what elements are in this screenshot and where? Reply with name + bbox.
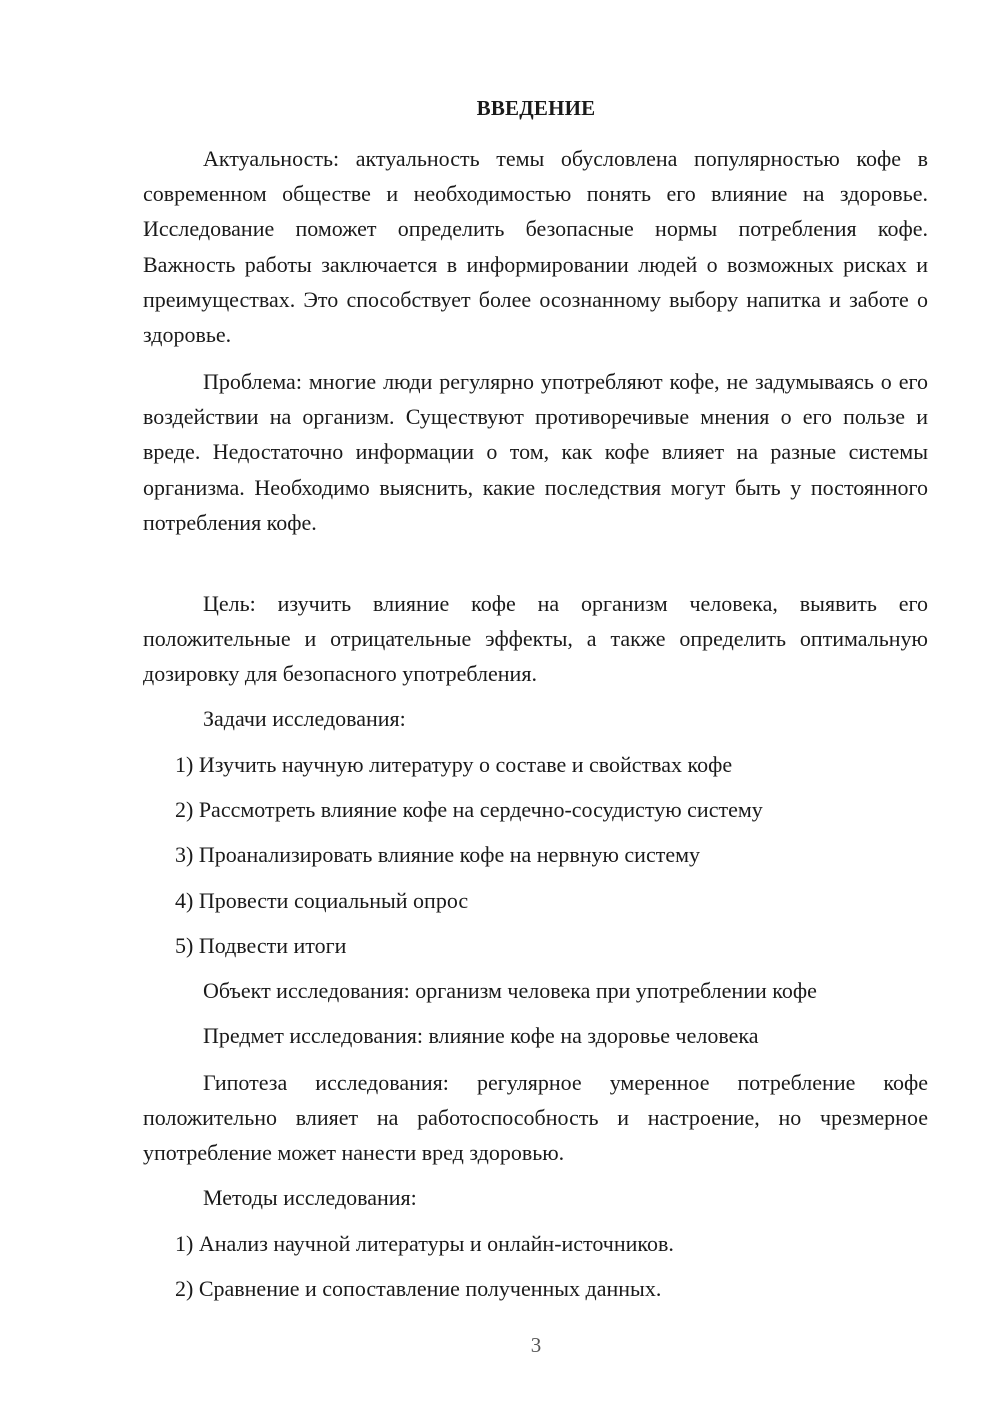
hypothesis-paragraph xyxy=(143,1065,928,1171)
problem-paragraph xyxy=(143,364,928,540)
relevance-text: Актуальность: актуальность темы обусловлена популярностью кофе в современном обществе и необходимостью понять его влияние на здоровье. Исследование поможет определить безопасные нормы потребления кофе. Важность работы заключается в информировании людей о возможных рисках и преимуществах. Это способствует более осознанному выбору напитка и заботе о здоровье. xyxy=(143,146,928,348)
page-number: 3 xyxy=(530,1333,542,1357)
task-item: 4) Провести социальный опрос xyxy=(175,888,469,913)
page-title: ВВЕДЕНИЕ xyxy=(476,96,596,120)
task-item: 1) Изучить научную литературу о составе и свойствах кофе xyxy=(175,752,733,777)
subject-line: Предмет исследования: влияние кофе на здоровье человека xyxy=(203,1023,759,1048)
object-line: Объект исследования: организм человека при употреблении кофе xyxy=(203,978,817,1003)
method-item: 2) Сравнение и сопоставление полученных данных. xyxy=(175,1276,662,1301)
methods-heading: Методы исследования: xyxy=(203,1185,417,1210)
method-item: 1) Анализ научной литературы и онлайн-источников. xyxy=(175,1231,674,1256)
problem-text: Проблема: многие люди регулярно употребляют кофе, не задумываясь о его воздействии на организм. Существуют противоречивые мнения о его пользе и вреде. Недостаточно информации о том, как кофе влияет на разные системы организма. Необходимо выяснить, какие последствия могут быть у постоянного потребления кофе. xyxy=(143,369,928,535)
task-item: 5) Подвести итоги xyxy=(175,933,347,958)
task-item: 2) Рассмотреть влияние кофе на сердечно-сосудистую систему xyxy=(175,797,763,822)
goal-text: Цель: изучить влияние кофе на организм человека, выявить его положительные и отрицательные эффекты, а также определить оптимальную дозировку для безопасного употребления. xyxy=(143,591,928,687)
hypothesis-text: Гипотеза исследования: регулярное умеренное потребление кофе положительно влияет на работоспособность и настроение, но чрезмерное употребление может нанести вред здоровью. xyxy=(143,1070,928,1166)
tasks-heading: Задачи исследования: xyxy=(203,706,406,731)
relevance-paragraph xyxy=(143,141,928,352)
task-item: 3) Проанализировать влияние кофе на нервную систему xyxy=(175,842,701,867)
goal-paragraph xyxy=(143,586,928,692)
